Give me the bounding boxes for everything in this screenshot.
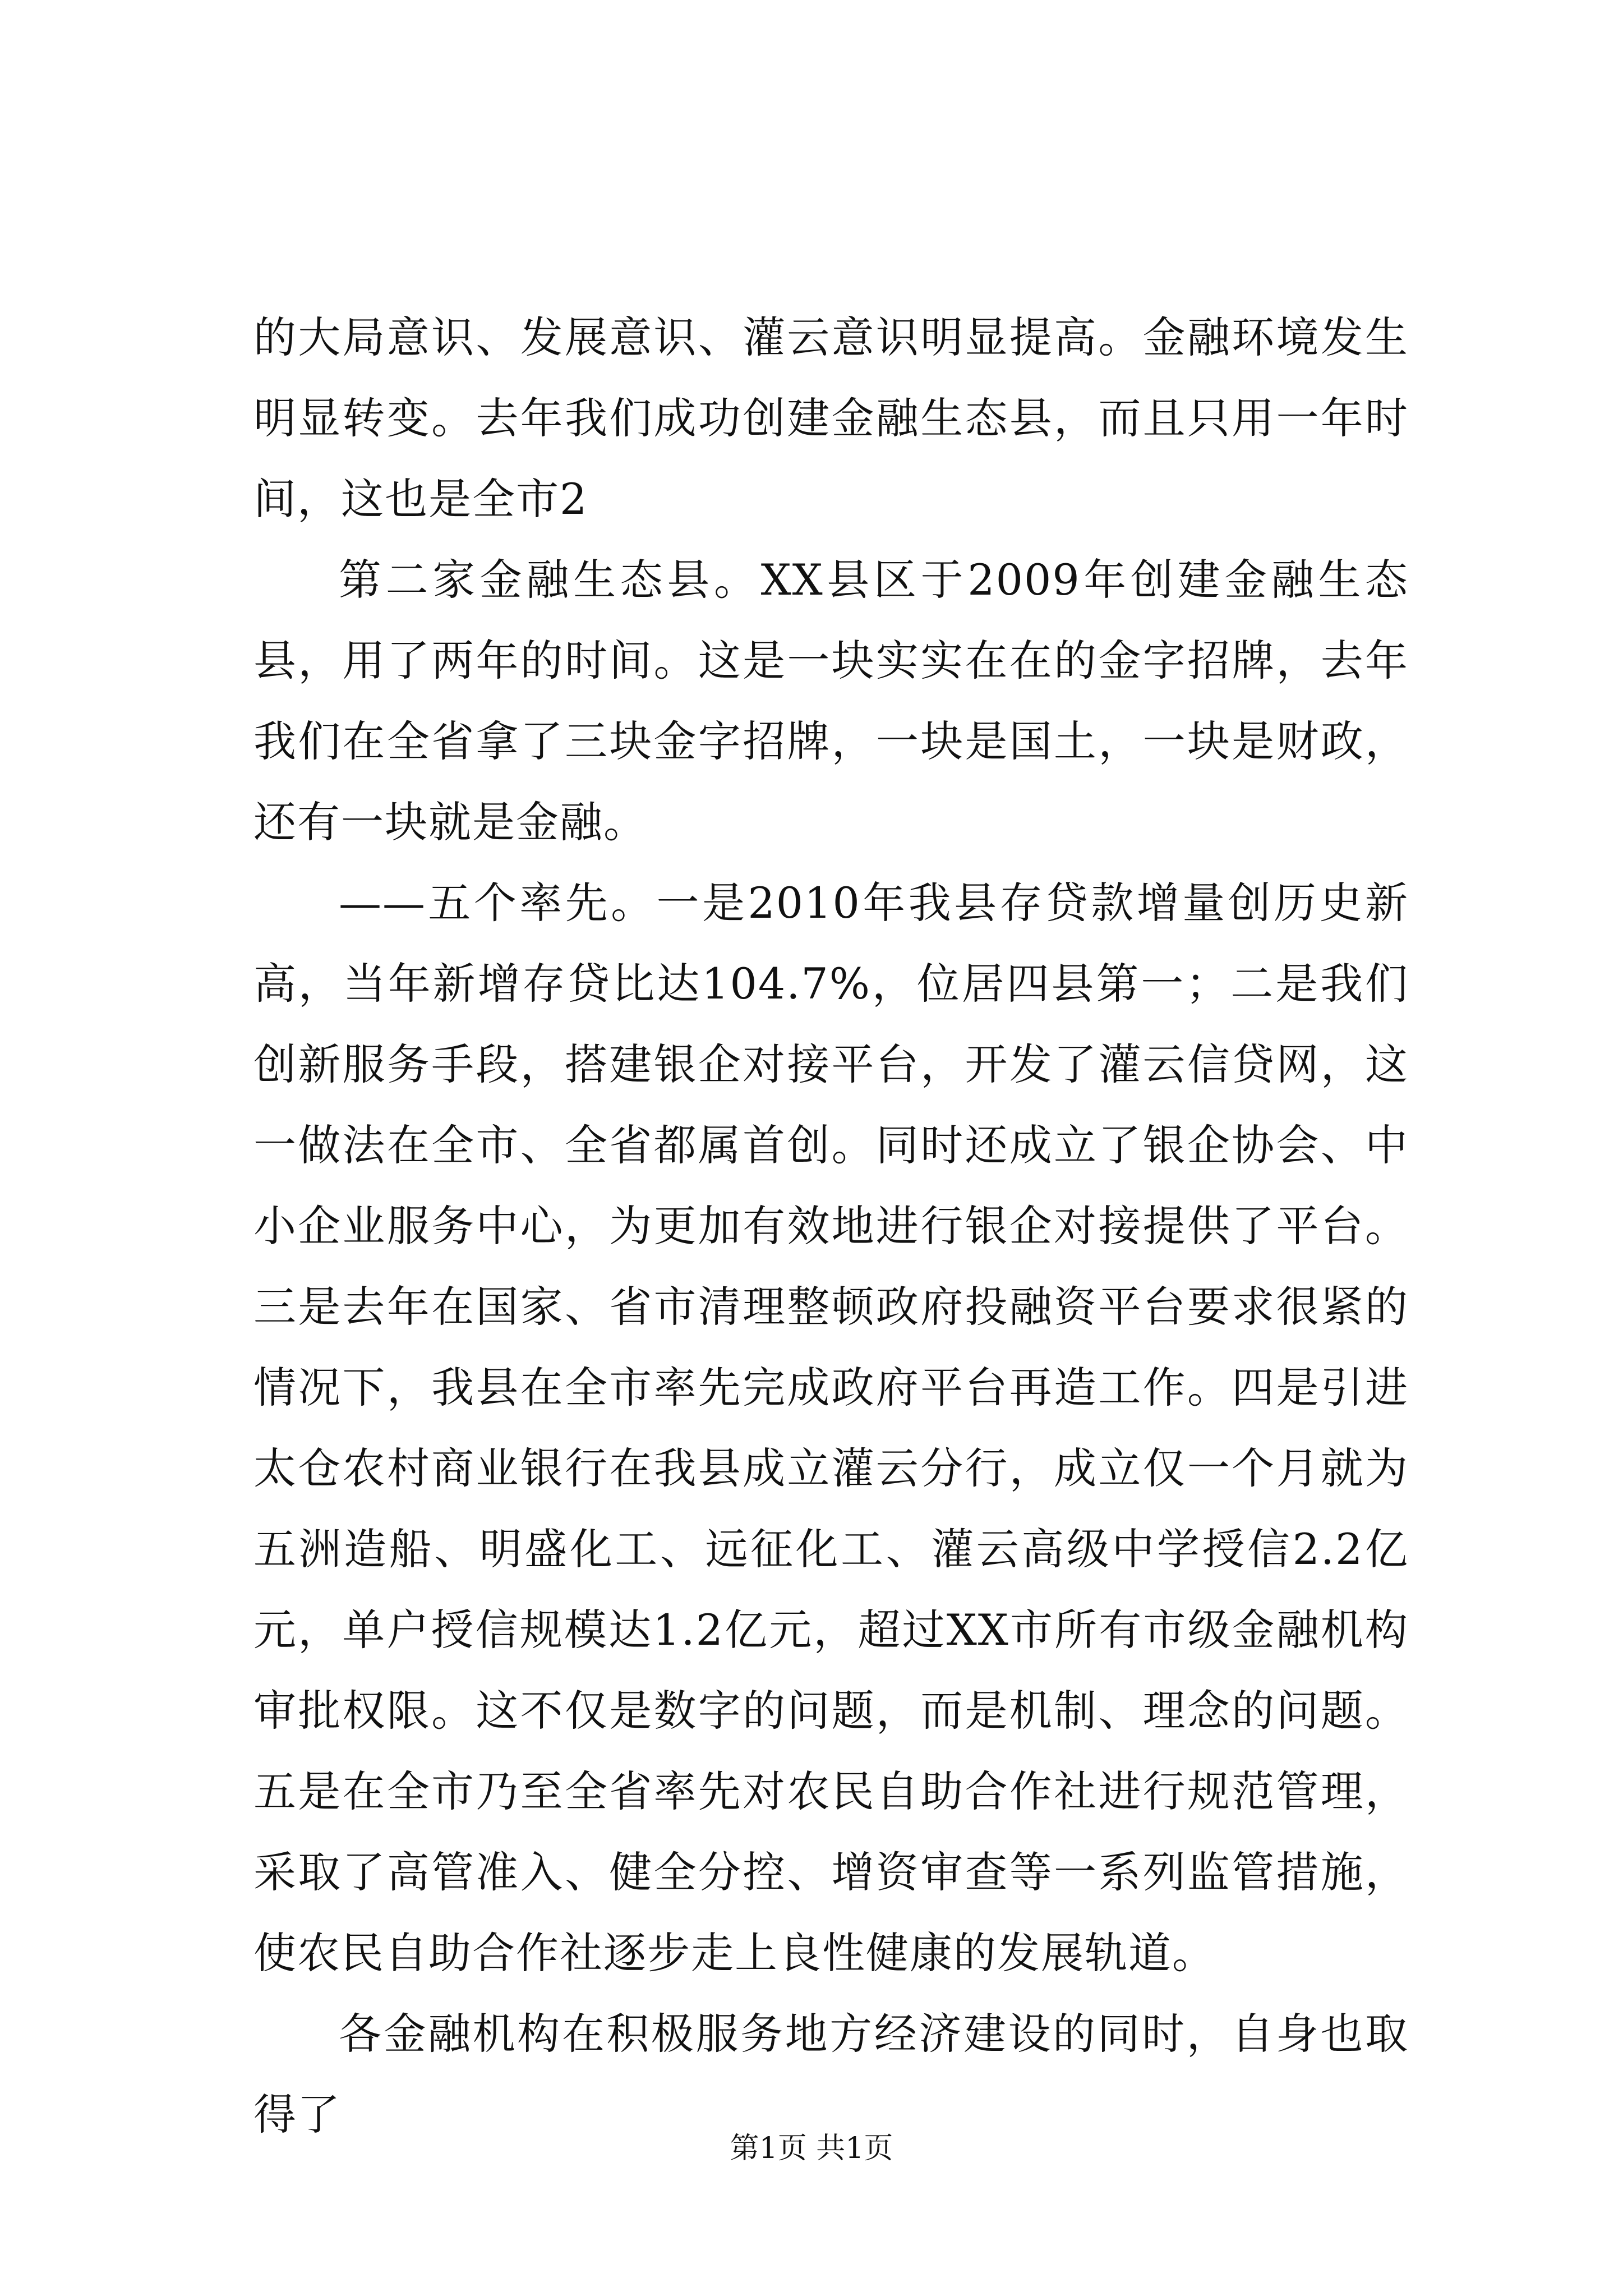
paragraph-4: 各金融机构在积极服务地方经济建设的同时，自身也取得了 xyxy=(253,2009,1409,2139)
paragraph-1: 的大局意识、发展意识、灌云意识明显提高。金融环境发生明显转变。去年我们成功创建金融生态县，而且只用一年时间，这也是全市2 xyxy=(253,312,1409,524)
page-footer: 第1页 共1页 xyxy=(730,2132,893,2165)
paragraph-2: 第二家金融生态县。XX县区于2009年创建金融生态县，用了两年的时间。这是一块实实在在的金字招牌，去年我们在全省拿了三块金字招牌，一块是国土，一块是财政，还有一块就是金融。 xyxy=(253,555,1409,847)
paragraph-3: ——五个率先。一是2010年我县存贷款增量创历史新高，当年新增存贷比达104.7%，位居四县第一；二是我们创新服务手段，搭建银企对接平台，开发了灌云信贷网，这一做法在全市、全省都属首创。同时还成立了银企协会、中小企业服务中心，为更加有效地进行银企对接提供了平台。三是去年在国家、省市清理整顿政府投融资平台要求很紧的情况下，我县在全市率先完成政府平台再造工作。四是引进太仓农村商业银行在我县成立灌云分行，成立仅一个月就为五洲造船、明盛化工、远征化工、灌云高级中学授信2.2亿元，单户授信规模达1.2亿元，超过XX市所有市级金融机构审批权限。这不仅是数字的问题，而是机制、理念的问题。五是在全市乃至全省率先对农民自助合作社进行规范管理，采取了高管准入、健全分控、增资审查等一系列监管措施，使农民自助合作社逐步走上良性健康的发展轨道。 xyxy=(253,878,1409,1978)
document-body xyxy=(253,297,1409,2155)
